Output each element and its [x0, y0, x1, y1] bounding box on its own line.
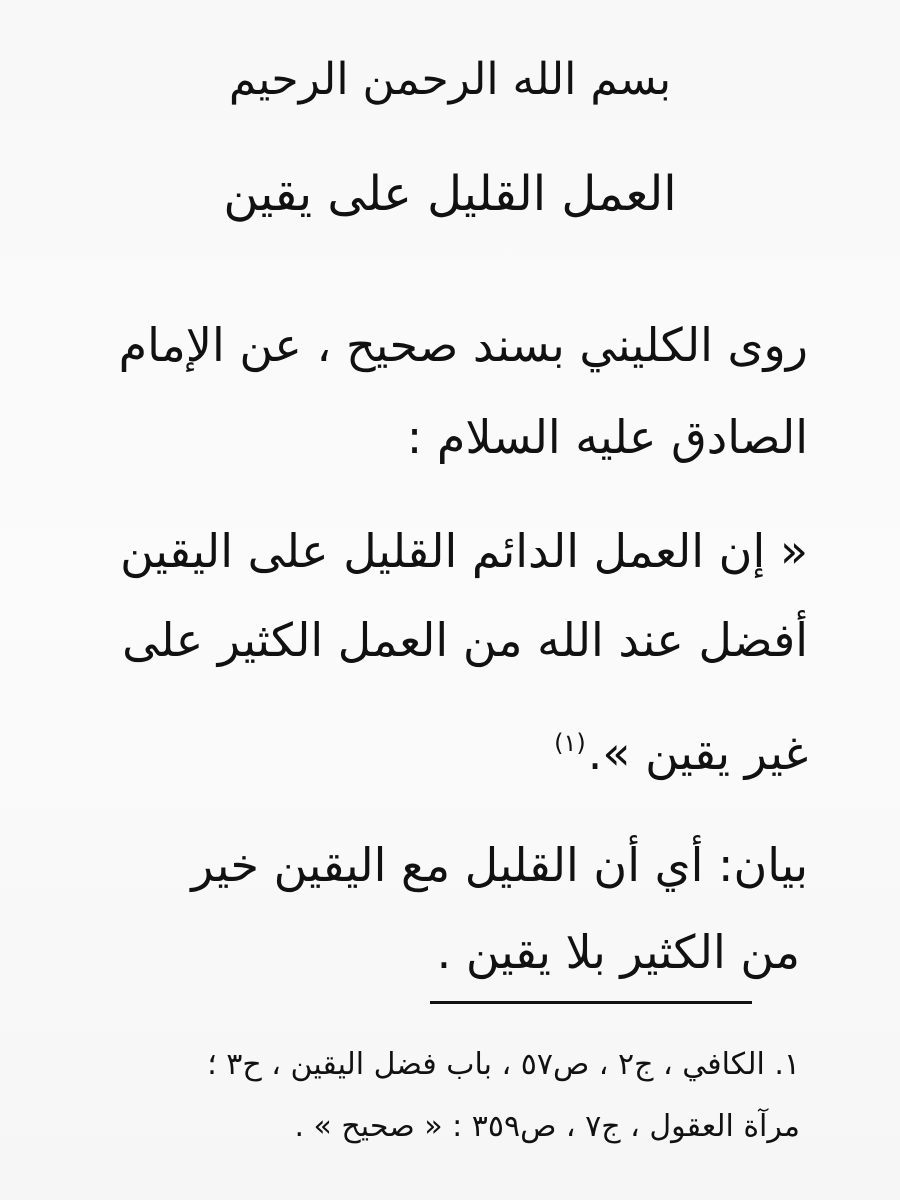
footnote-line-1: ١. الكافي ، ج٢ ، ص٥٧ ، باب فضل اليقين ، ح٣ ؛ [207, 1047, 800, 1082]
footnote-divider [430, 1001, 752, 1004]
intro-line-2: الصادق عليه السلام : [406, 410, 808, 464]
page-title: العمل القليل على يقين [223, 166, 677, 222]
footnote-marker: (١) [554, 729, 586, 757]
explanation-line-1: بيان: أي أن القليل مع اليقين خير [191, 838, 808, 892]
basmala-heading: بسم الله الرحمن الرحيم [228, 54, 672, 105]
intro-line-1: روى الكليني بسند صحيح ، عن الإمام [118, 318, 808, 372]
explanation-line-2: من الكثير بلا يقين . [436, 925, 800, 979]
quote-line-2: أفضل عند الله من العمل الكثير على [122, 613, 808, 667]
quote-line-1: « إن العمل الدائم القليل على اليقين [120, 524, 808, 578]
quote-line-3-text: غير يقين ». [587, 726, 808, 780]
quote-line-3 [554, 726, 808, 780]
footnote-line-2: مرآة العقول ، ج٧ ، ص٣٥٩ : « صحيح » . [294, 1109, 800, 1144]
